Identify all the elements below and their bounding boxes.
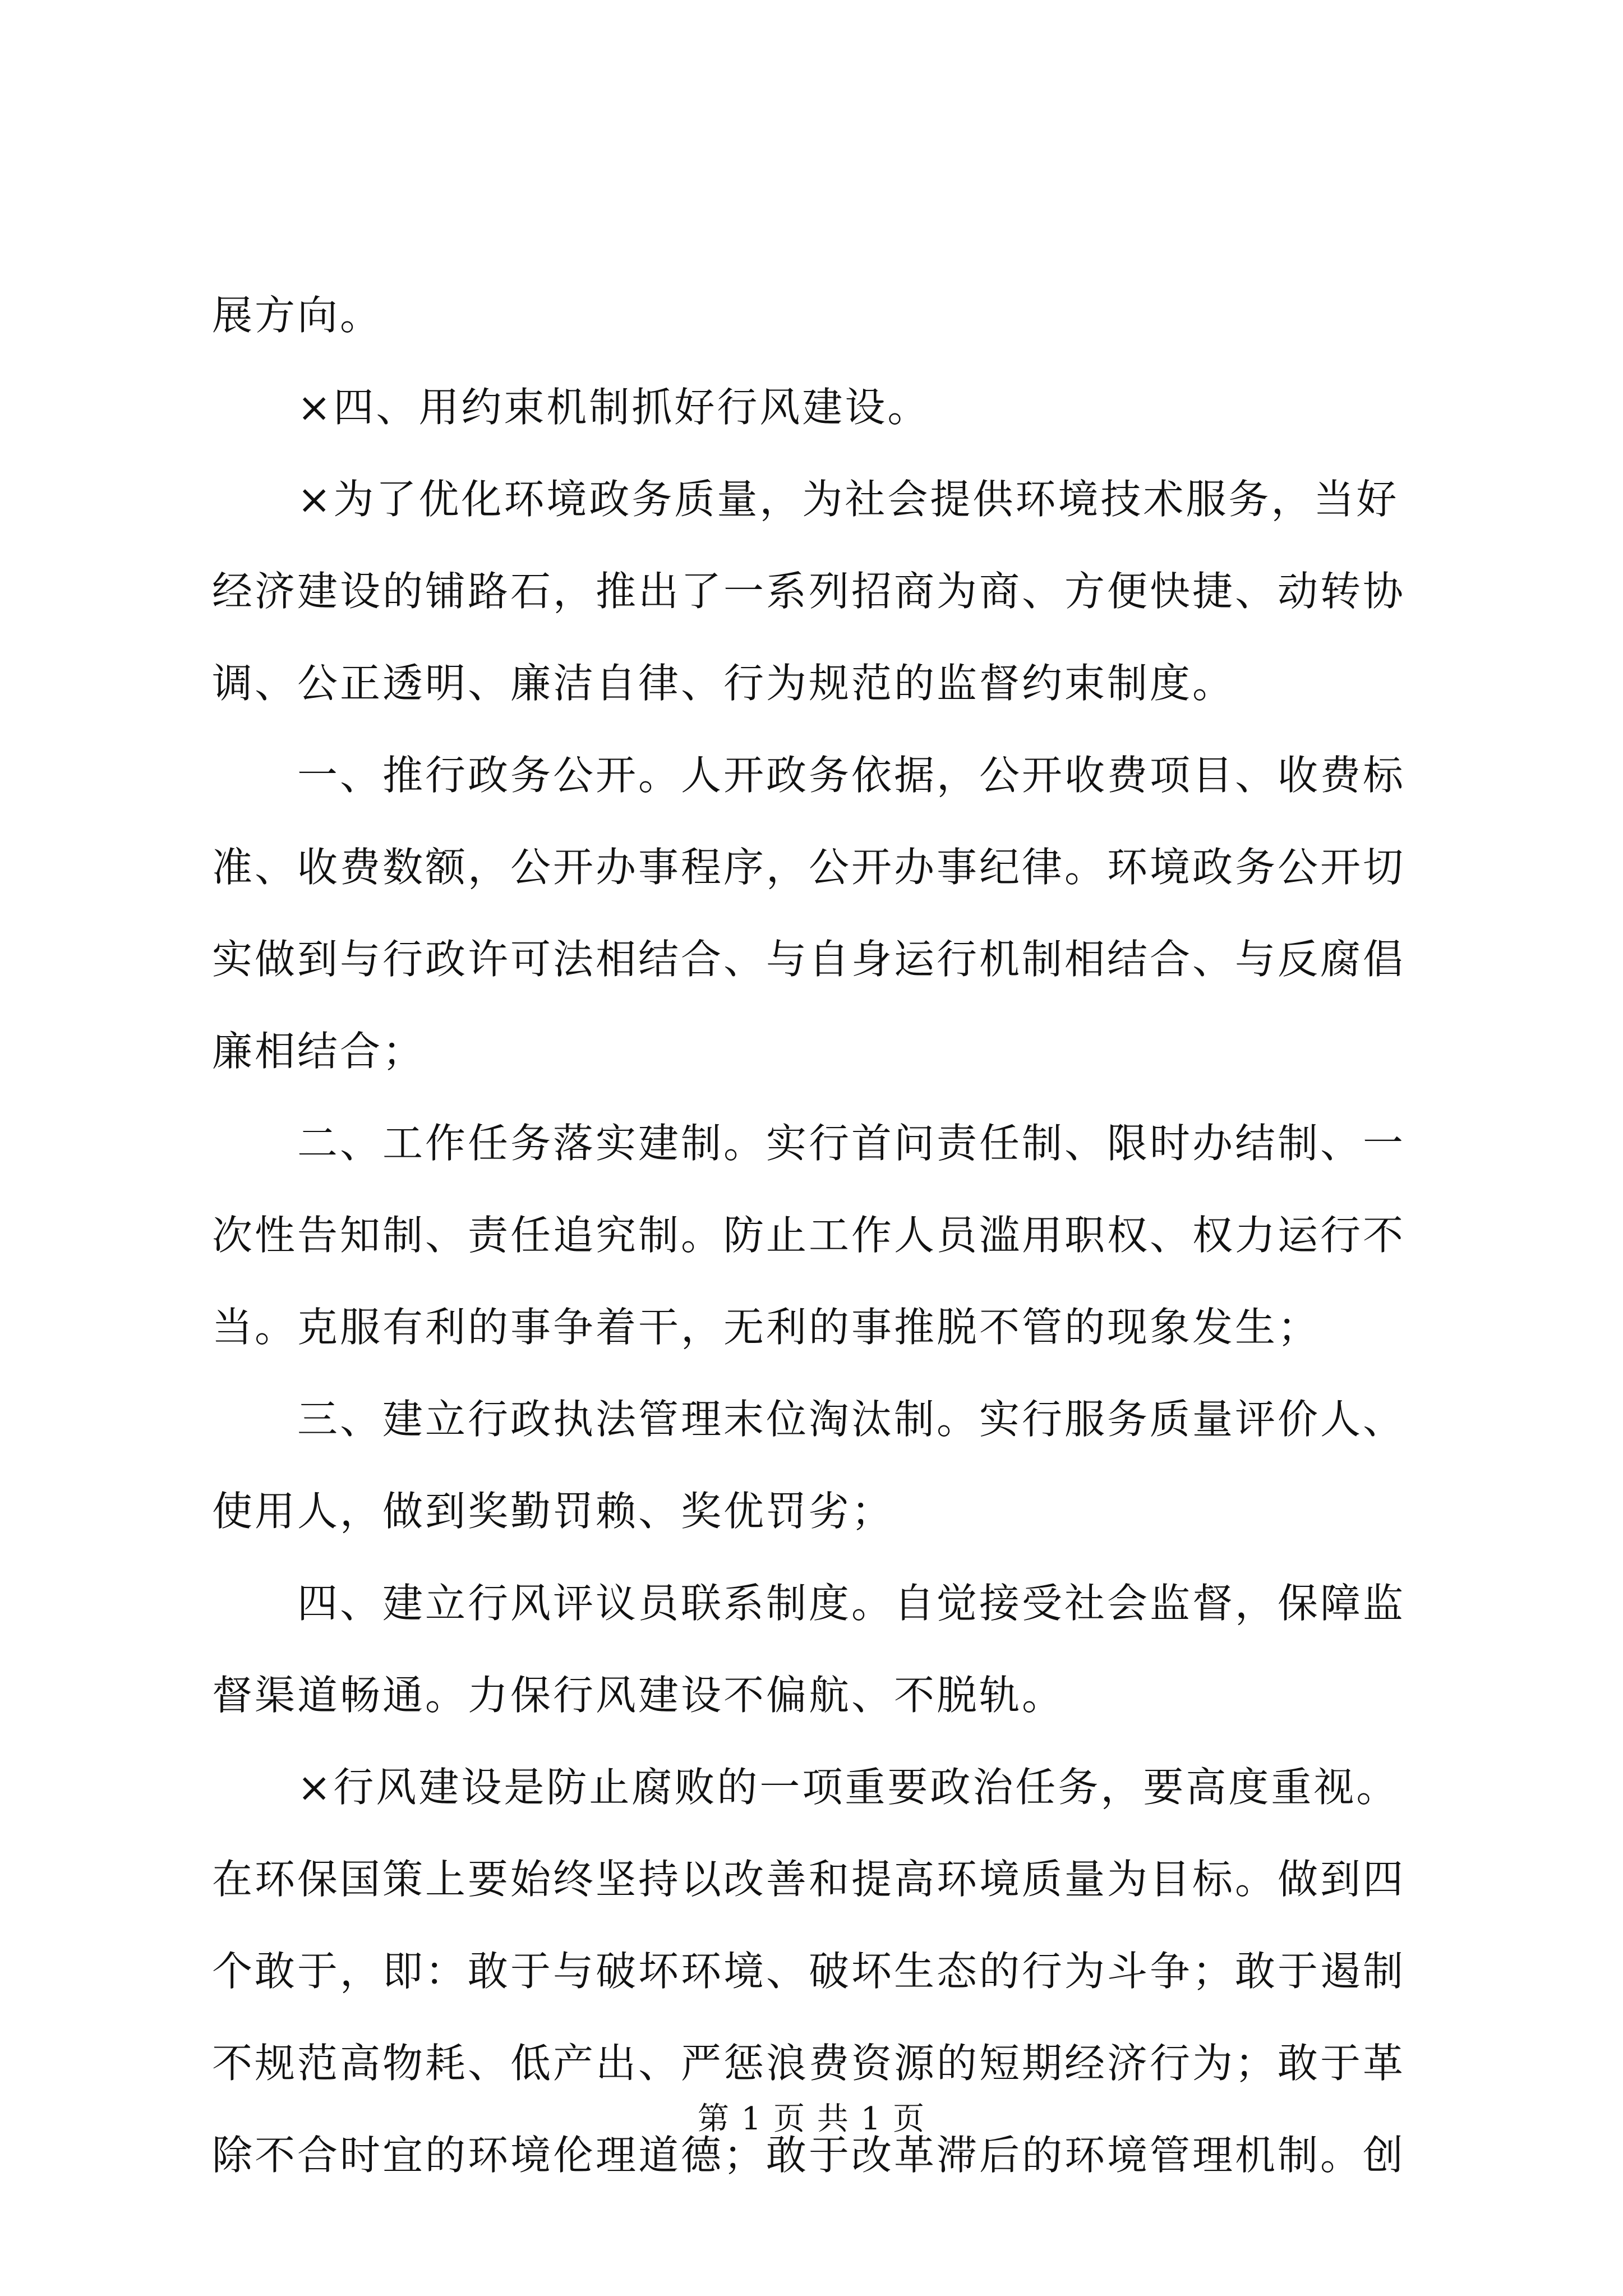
text-line: 廉相结合； <box>212 1028 426 1075</box>
text-line: 四、建立行风评议员联系制度。自觉接受社会监督，保障监 <box>297 1580 1406 1627</box>
text-line: 调、公正透明、廉洁自律、行为规范的监督约束制度。 <box>212 660 1235 707</box>
text-line: 一、推行政务公开。人开政务依据，公开收费项目、收费标 <box>297 752 1406 799</box>
text-line: 个敢于，即：敢于与破坏环境、破坏生态的行为斗争；敢于遏制 <box>212 1948 1406 1995</box>
text-line: 督渠道畅通。力保行风建设不偏航、不脱轨。 <box>212 1672 1065 1719</box>
page-footer <box>0 2099 1623 2139</box>
text-line: 除不合时宜的环境伦理道德；敢于改革滞后的环境管理机制。创 <box>212 2132 1406 2179</box>
text-line: 当。克服有利的事争着干，无利的事推脱不管的现象发生； <box>212 1304 1321 1351</box>
text-line: ×为了优化环境政务质量，为社会提供环境技术服务，当好 <box>297 476 1399 523</box>
text-line: ×行风建设是防止腐败的一项重要政治任务，要高度重视。 <box>297 1764 1399 1811</box>
page-number: 第 1 页 共 1 页 <box>697 2101 926 2137</box>
text-line: 次性告知制、责任追究制。防止工作人员滥用职权、权力运行不 <box>212 1212 1406 1259</box>
text-line: 准、收费数额，公开办事程序，公开办事纪律。环境政务公开切 <box>212 844 1406 891</box>
text-line: 使用人，做到奖勤罚赖、奖优罚劣； <box>212 1488 895 1535</box>
text-line: ×四、用约束机制抓好行风建设。 <box>297 384 930 431</box>
text-line: 三、建立行政执法管理末位淘汰制。实行服务质量评价人、 <box>297 1396 1406 1443</box>
text-line: 在环保国策上要始终坚持以改善和提高环境质量为目标。做到四 <box>212 1856 1406 1903</box>
document-body <box>212 269 1429 2201</box>
text-line: 经济建设的铺路石，推出了一系列招商为商、方便快捷、动转协 <box>212 568 1406 615</box>
text-line: 二、工作任务落实建制。实行首问责任制、限时办结制、一 <box>297 1120 1406 1167</box>
text-line: 展方向。 <box>212 292 383 339</box>
text-line: 实做到与行政许可法相结合、与自身运行机制相结合、与反腐倡 <box>212 936 1406 983</box>
text-line: 不规范高物耗、低产出、严惩浪费资源的短期经济行为；敢于革 <box>212 2040 1406 2087</box>
